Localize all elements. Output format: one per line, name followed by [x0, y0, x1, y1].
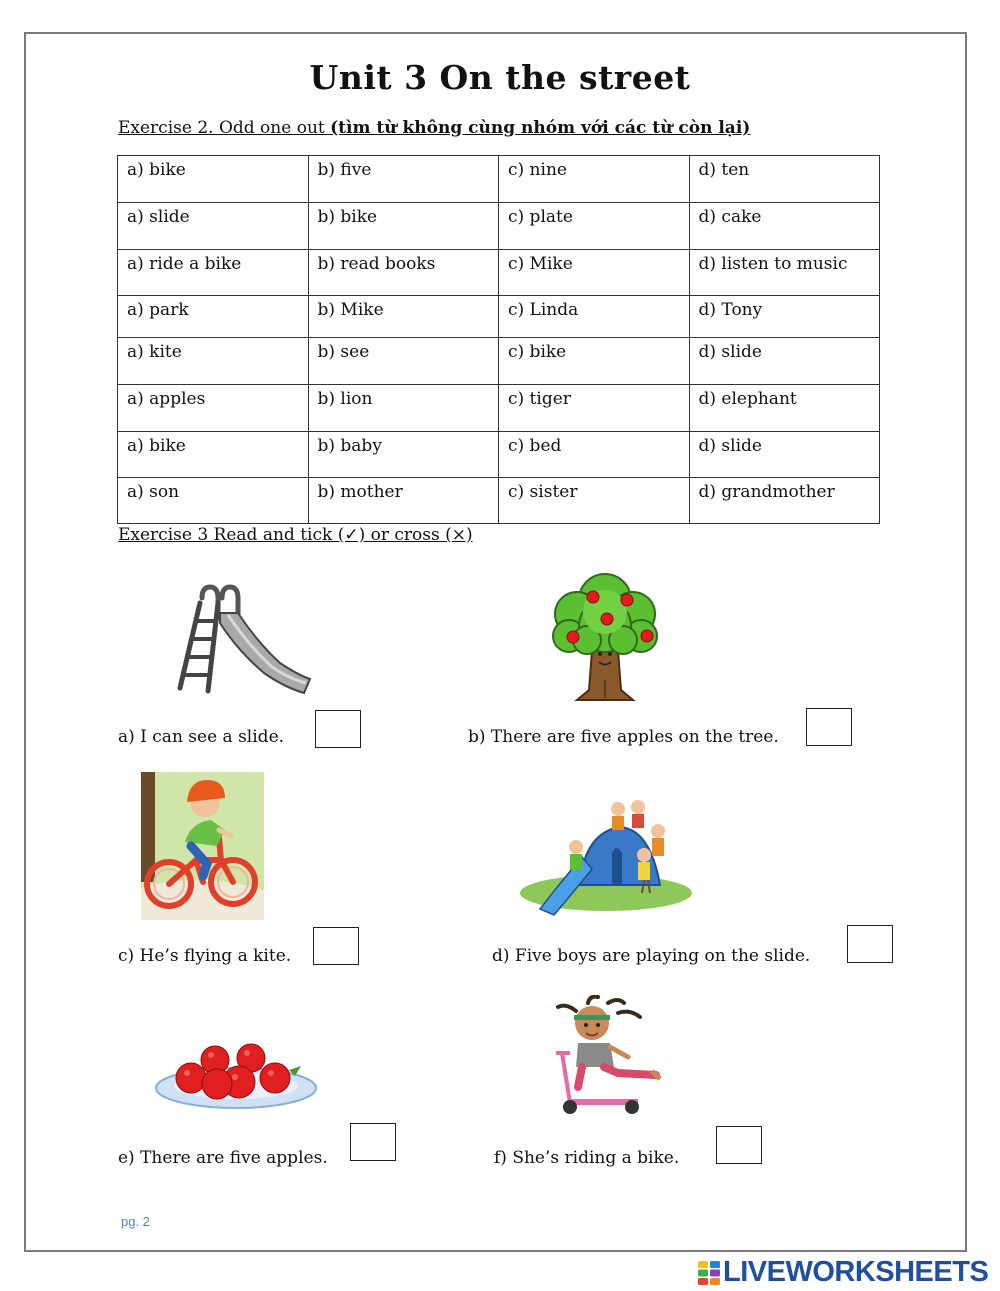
table-row — [118, 156, 880, 203]
table-row — [118, 296, 880, 338]
tick-box-c[interactable] — [313, 927, 359, 965]
option-cell[interactable]: b) bike — [308, 203, 499, 250]
tick-box-e[interactable] — [350, 1123, 396, 1161]
exercise-2-heading-bold: (tìm từ không cùng nhóm với các từ còn lại) — [330, 118, 751, 138]
option-cell[interactable]: b) lion — [308, 385, 499, 432]
sentence-f: f) She’s riding a bike. — [494, 1148, 680, 1168]
table-row — [118, 385, 880, 432]
liveworksheets-icon — [697, 1260, 721, 1286]
sentence-d: d) Five boys are playing on the slide. — [492, 946, 811, 966]
table-row — [118, 203, 880, 250]
table-row — [118, 338, 880, 385]
girl-on-scooter-picture — [548, 995, 668, 1117]
page-number: pg. 2 — [121, 1214, 150, 1229]
tick-box-f[interactable] — [716, 1126, 762, 1164]
option-cell[interactable]: a) bike — [118, 432, 309, 478]
table-row — [118, 432, 880, 478]
option-cell[interactable]: a) park — [118, 296, 309, 338]
liveworksheets-logo[interactable] — [697, 1256, 988, 1289]
option-cell[interactable]: d) grandmother — [689, 478, 880, 524]
sentence-b: b) There are five apples on the tree. — [468, 727, 779, 747]
option-cell[interactable]: a) slide — [118, 203, 309, 250]
children-on-slide-picture — [520, 793, 692, 918]
option-cell[interactable]: a) kite — [118, 338, 309, 385]
option-cell[interactable]: d) listen to music — [689, 250, 880, 296]
option-cell[interactable]: c) bike — [499, 338, 690, 385]
option-cell[interactable]: a) son — [118, 478, 309, 524]
apple-tree-picture — [547, 570, 663, 702]
exercise-3-heading: Exercise 3 Read and tick (✓) or cross (×) — [118, 525, 473, 545]
option-cell[interactable]: c) plate — [499, 203, 690, 250]
option-cell[interactable]: c) sister — [499, 478, 690, 524]
option-cell[interactable]: c) nine — [499, 156, 690, 203]
option-cell[interactable]: c) tiger — [499, 385, 690, 432]
option-cell[interactable]: d) ten — [689, 156, 880, 203]
option-cell[interactable]: b) mother — [308, 478, 499, 524]
option-cell[interactable]: b) read books — [308, 250, 499, 296]
table-row — [118, 250, 880, 296]
sentence-e: e) There are five apples. — [118, 1148, 328, 1168]
odd-one-out-table — [117, 155, 880, 524]
option-cell[interactable]: d) elephant — [689, 385, 880, 432]
option-cell[interactable]: b) see — [308, 338, 499, 385]
sentence-c: c) He’s flying a kite. — [118, 946, 292, 966]
sentence-a: a) I can see a slide. — [118, 727, 285, 747]
option-cell[interactable]: d) cake — [689, 203, 880, 250]
tick-box-b[interactable] — [806, 708, 852, 746]
tick-box-a[interactable] — [315, 710, 361, 748]
option-cell[interactable]: b) baby — [308, 432, 499, 478]
liveworksheets-brand-text: LIVEWORKSHEETS — [723, 1256, 989, 1288]
option-cell[interactable]: d) Tony — [689, 296, 880, 338]
page-title: Unit 3 On the street — [309, 58, 691, 97]
exercise-2-heading — [118, 118, 750, 138]
option-cell[interactable]: c) Linda — [499, 296, 690, 338]
option-cell[interactable]: d) slide — [689, 432, 880, 478]
exercise-2-heading-plain: Exercise 2. Odd one out — [118, 118, 331, 138]
slide-picture — [172, 583, 314, 695]
option-cell[interactable]: b) five — [308, 156, 499, 203]
tick-box-d[interactable] — [847, 925, 893, 963]
option-cell[interactable]: c) Mike — [499, 250, 690, 296]
option-cell[interactable]: c) bed — [499, 432, 690, 478]
table-row — [118, 478, 880, 524]
option-cell[interactable]: a) ride a bike — [118, 250, 309, 296]
option-cell[interactable]: b) Mike — [308, 296, 499, 338]
option-cell[interactable]: d) slide — [689, 338, 880, 385]
option-cell[interactable]: a) apples — [118, 385, 309, 432]
boy-on-bike-picture — [141, 772, 264, 920]
option-cell[interactable]: a) bike — [118, 156, 309, 203]
plate-of-apples-picture — [155, 1040, 317, 1112]
